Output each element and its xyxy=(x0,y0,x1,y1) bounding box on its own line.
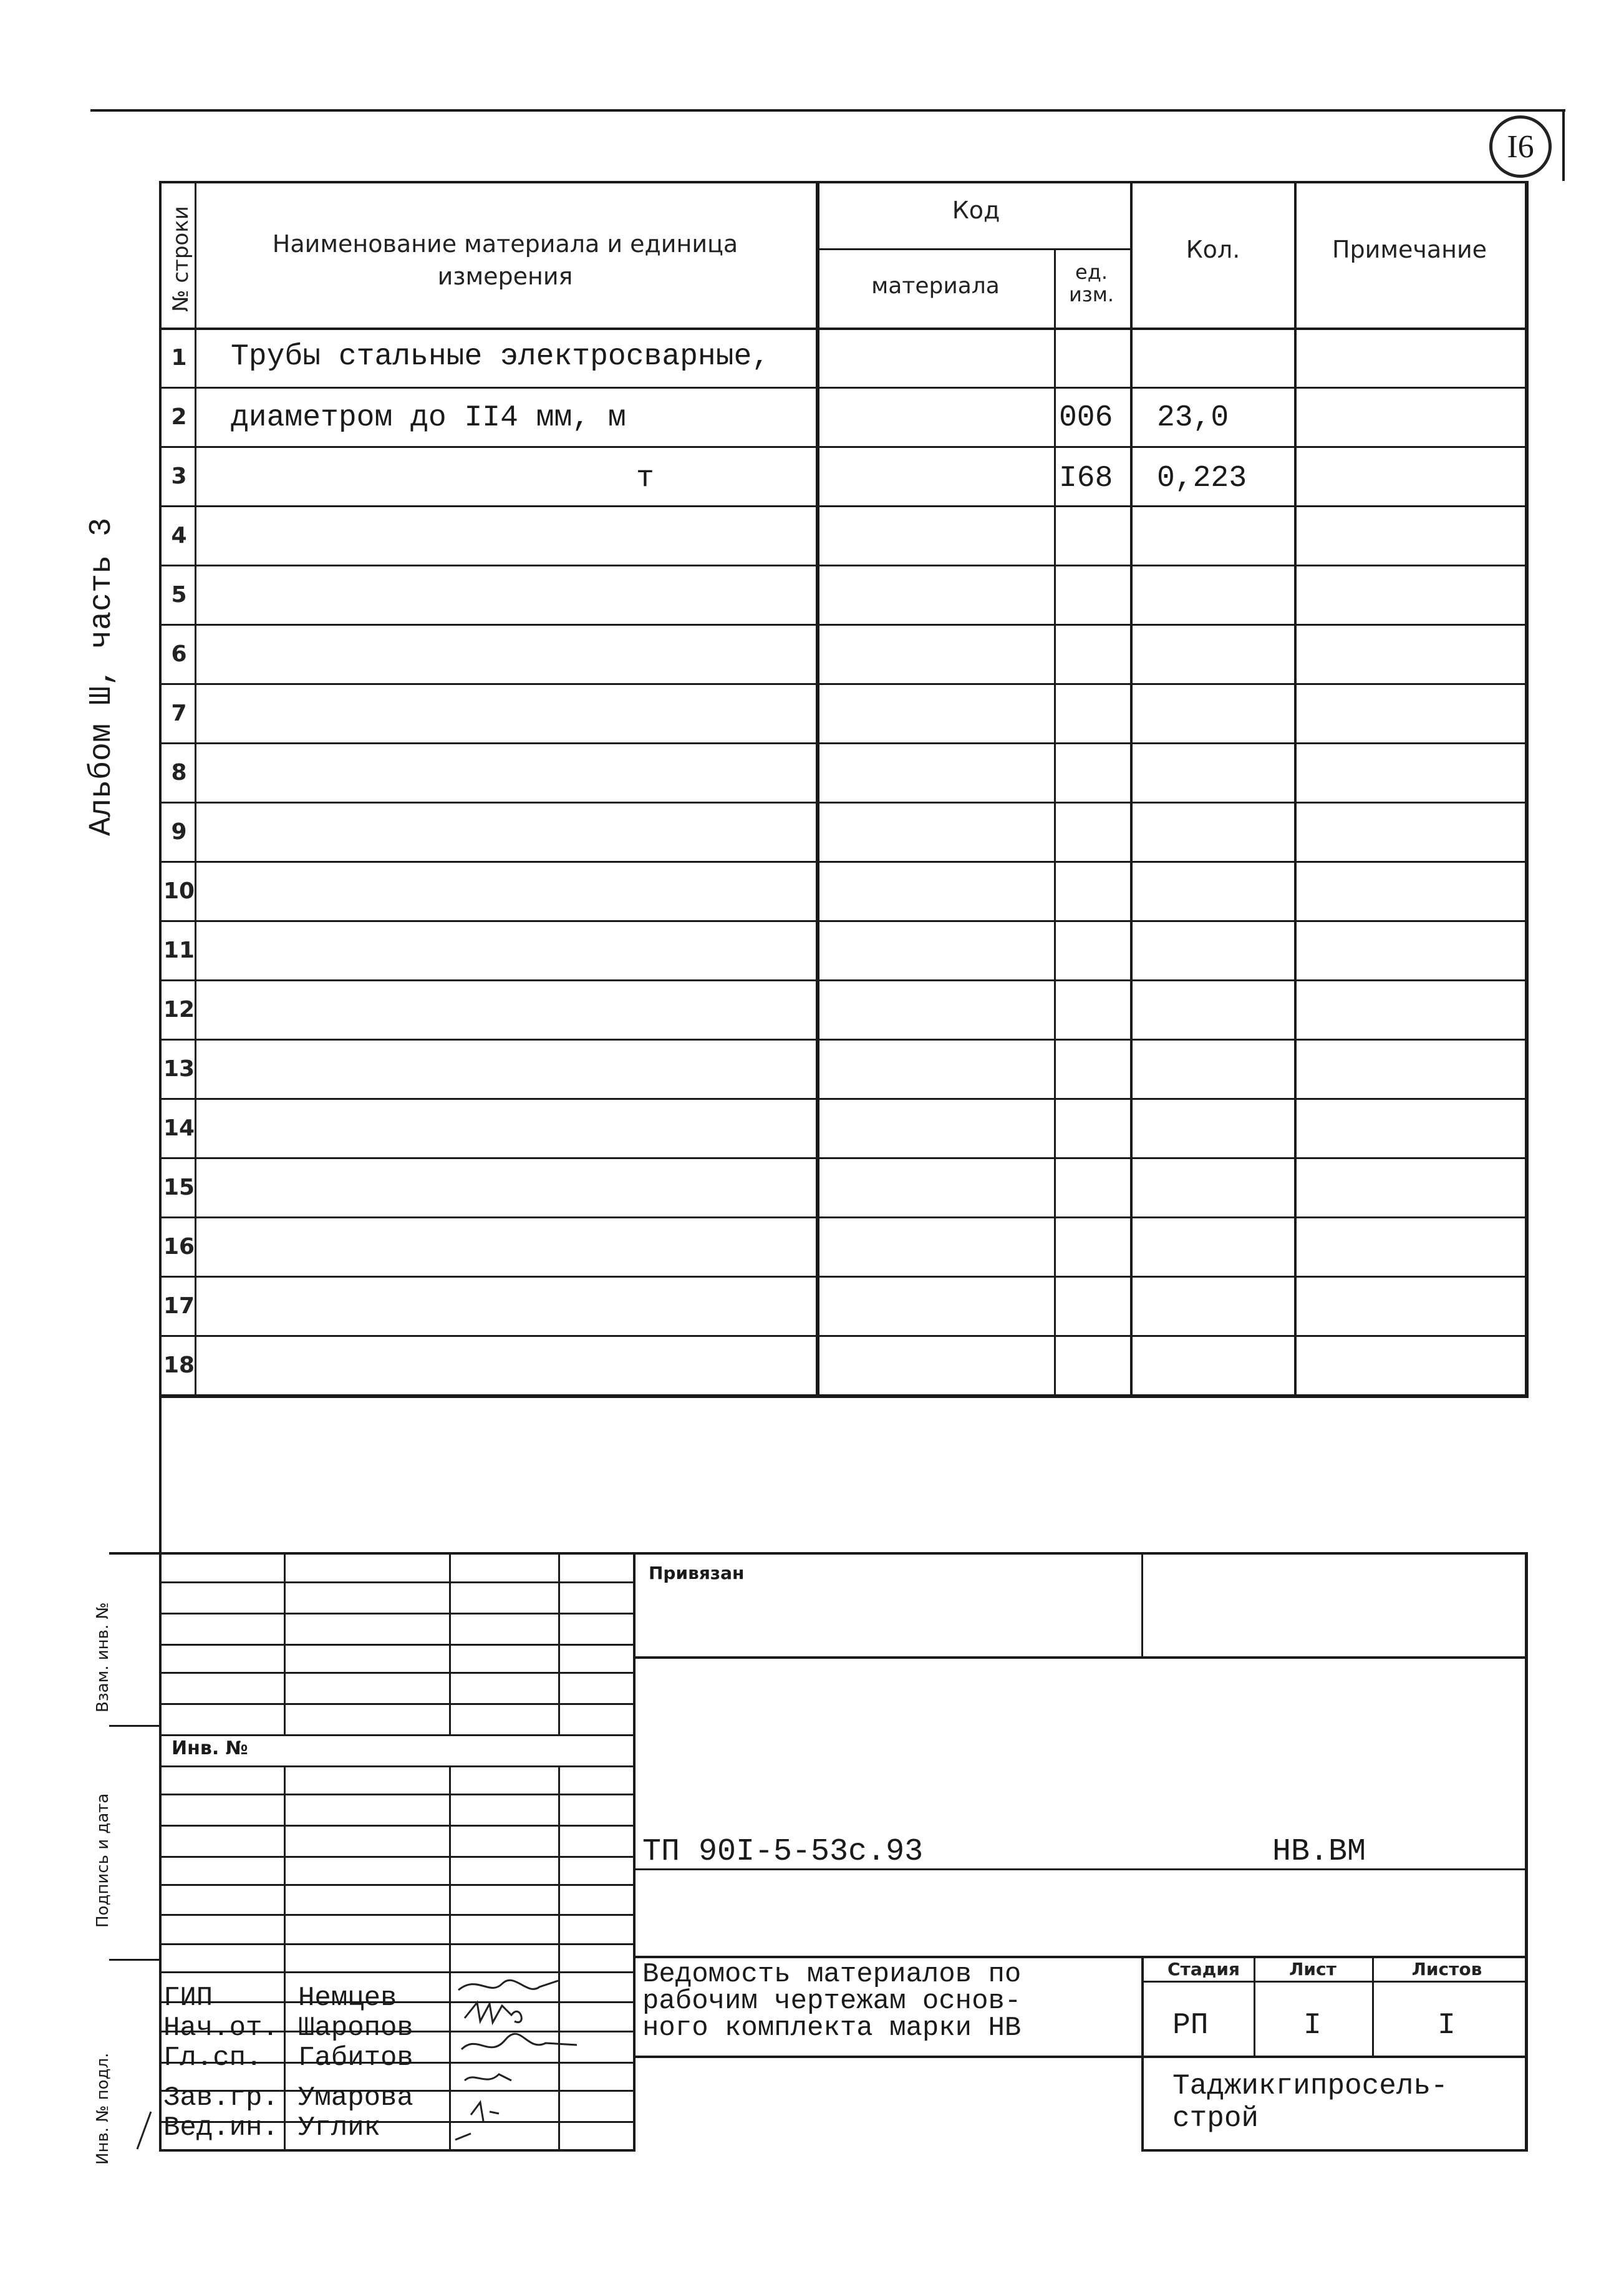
staff-name-1: Немцев xyxy=(298,1983,397,2014)
code-col-line xyxy=(816,181,819,1397)
stamp-line xyxy=(633,1552,636,2149)
row-line xyxy=(159,920,1525,922)
stamp-line xyxy=(558,1552,560,1734)
stamp-line xyxy=(159,1613,633,1614)
stamp-line xyxy=(159,1794,633,1795)
stamp-line xyxy=(449,1552,451,1734)
row-line xyxy=(159,1039,1525,1041)
row-number: 9 xyxy=(171,819,187,845)
row-line xyxy=(159,565,1525,566)
row-line xyxy=(159,387,1525,389)
row-number: 5 xyxy=(171,582,187,608)
row-number: 15 xyxy=(163,1175,195,1200)
stamp-side-inv: Инв. № подл. xyxy=(94,2052,112,2165)
row-line xyxy=(159,1157,1525,1159)
stamp-line xyxy=(109,1552,1527,1555)
header-name: Наименование материала и единица измерения xyxy=(272,230,738,290)
stamp-side-sign: Подпись и дата xyxy=(94,1793,112,1928)
qty-col-line xyxy=(1130,181,1133,1394)
stamp-line xyxy=(633,2056,1525,2058)
stamp-line xyxy=(1141,1981,1525,1983)
row-line xyxy=(159,742,1525,744)
staff-name-3: Габитов xyxy=(298,2042,413,2074)
row-line xyxy=(159,1098,1525,1100)
stamp-line xyxy=(159,1734,633,1736)
stamp-line xyxy=(1525,1552,1528,2152)
stamp-line xyxy=(159,1914,633,1916)
row-number: 2 xyxy=(171,404,187,430)
row-number: 14 xyxy=(163,1115,195,1141)
top-rule xyxy=(90,109,1565,112)
row-number: 10 xyxy=(163,878,195,904)
unit-col-line xyxy=(1054,248,1056,1394)
staff-role-3: Гл.сп. xyxy=(163,2042,263,2074)
stamp-line xyxy=(159,1884,633,1886)
stamp-line xyxy=(159,1856,633,1858)
row-number: 13 xyxy=(163,1056,195,1082)
row-line xyxy=(159,446,1525,448)
row-2-qty: 23,0 xyxy=(1157,401,1229,435)
stamp-side-vzam: Взам. инв. № xyxy=(94,1602,112,1712)
header-row-no: № строки xyxy=(168,206,193,312)
note-col-line xyxy=(1294,181,1297,1394)
doc-mark: НВ.ВМ xyxy=(1272,1834,1366,1870)
header-qty: Кол. xyxy=(1186,236,1240,263)
stamp-line xyxy=(159,1943,633,1945)
row-number: 7 xyxy=(171,701,187,726)
row-number: 1 xyxy=(171,345,187,371)
stamp-line xyxy=(159,1703,633,1705)
stamp-line xyxy=(159,1672,633,1674)
stamp-line xyxy=(159,1552,162,2149)
doc-title-3: ного комплекта марки НВ xyxy=(642,2013,1022,2044)
row-1-name: Трубы стальные электросварные, xyxy=(231,340,770,374)
stamp-line xyxy=(633,1956,1525,1958)
row-number: 11 xyxy=(163,938,195,963)
code-subheader-line xyxy=(817,248,1130,250)
row-3-qty: 0,223 xyxy=(1157,462,1247,495)
sheet-value: I xyxy=(1303,2009,1322,2042)
row-2-name: диаметром до II4 мм, м xyxy=(231,401,626,435)
table-top-border xyxy=(159,181,1527,183)
top-right-rule xyxy=(1562,109,1565,181)
header-unit: ед. изм. xyxy=(1068,260,1114,306)
row-3-name: т xyxy=(636,462,654,495)
doc-code: ТП 90I-5-53с.93 xyxy=(642,1834,924,1870)
sheets-value: I xyxy=(1438,2009,1456,2042)
row-line xyxy=(159,802,1525,804)
row-number: 8 xyxy=(171,760,187,785)
stamp-line xyxy=(1141,1956,1144,2149)
row-number: 6 xyxy=(171,641,187,667)
stamp-line xyxy=(1141,2149,1527,2152)
row-3-unit: I68 xyxy=(1059,462,1113,495)
signatures xyxy=(452,1971,614,2152)
row-line xyxy=(159,505,1525,507)
org-line-1: Таджикгипросель- xyxy=(1172,2070,1448,2102)
right-frame xyxy=(1525,181,1529,1398)
row-number: 12 xyxy=(163,997,195,1022)
row-line xyxy=(159,861,1525,863)
row-number: 16 xyxy=(163,1234,195,1260)
staff-role-4: Зав.гр. xyxy=(163,2082,279,2114)
stamp-line xyxy=(449,1765,451,2149)
stamp-line xyxy=(159,1765,633,1767)
stamp-line xyxy=(1141,1552,1143,1656)
row-line xyxy=(159,1276,1525,1278)
staff-name-5: Углик xyxy=(298,2112,381,2144)
stamp-line xyxy=(159,1581,633,1583)
stamp-line xyxy=(109,1959,159,1961)
stamp-line xyxy=(159,1825,633,1827)
row-number: 4 xyxy=(171,523,187,548)
stamp-line xyxy=(284,1552,286,1734)
row-line xyxy=(159,683,1525,685)
side-label: Альбом Ш, часть 3 xyxy=(84,517,120,836)
margin-slash xyxy=(132,2109,157,2152)
sheet-label: Лист xyxy=(1289,1959,1336,1979)
staff-name-2: Шаропов xyxy=(298,2013,413,2044)
privyazan-label: Привязан xyxy=(649,1563,745,1583)
stage-value: РП xyxy=(1172,2009,1209,2042)
row-number: 3 xyxy=(171,464,187,489)
staff-name-4: Умарова xyxy=(298,2082,413,2114)
page-number: I6 xyxy=(1489,115,1552,178)
stamp-line xyxy=(284,1765,286,2149)
doc-title-2: рабочим чертежам основ- xyxy=(642,1986,1022,2017)
stamp-line xyxy=(633,1656,1525,1659)
row-2-unit: 006 xyxy=(1059,401,1113,435)
row-line xyxy=(159,979,1525,981)
doc-title-1: Ведомость материалов по xyxy=(642,1959,1022,1990)
stamp-line xyxy=(109,1725,159,1727)
row-number: 17 xyxy=(163,1293,195,1319)
sheets-label: Листов xyxy=(1411,1959,1482,1979)
staff-role-1: ГИП xyxy=(163,1983,213,2014)
row-line xyxy=(159,1216,1525,1218)
row-number: 18 xyxy=(163,1352,195,1378)
header-material: материала xyxy=(871,273,1000,299)
header-code: Код xyxy=(952,197,1000,224)
staff-role-5: Вед.ин. xyxy=(163,2112,279,2144)
header-bottom-border xyxy=(159,328,1527,330)
header-note: Примечание xyxy=(1332,236,1487,263)
row-line xyxy=(159,1335,1525,1337)
stage-label: Стадия xyxy=(1167,1959,1240,1979)
rownum-col-line xyxy=(195,181,196,1394)
table-bottom-border xyxy=(159,1394,1529,1398)
org-line-2: строй xyxy=(1172,2102,1259,2135)
left-frame xyxy=(159,181,162,1622)
inv-no-label: Инв. № xyxy=(172,1737,248,1759)
row-line xyxy=(159,624,1525,626)
stamp-line xyxy=(159,1644,633,1646)
staff-role-2: Нач.от. xyxy=(163,2013,279,2044)
